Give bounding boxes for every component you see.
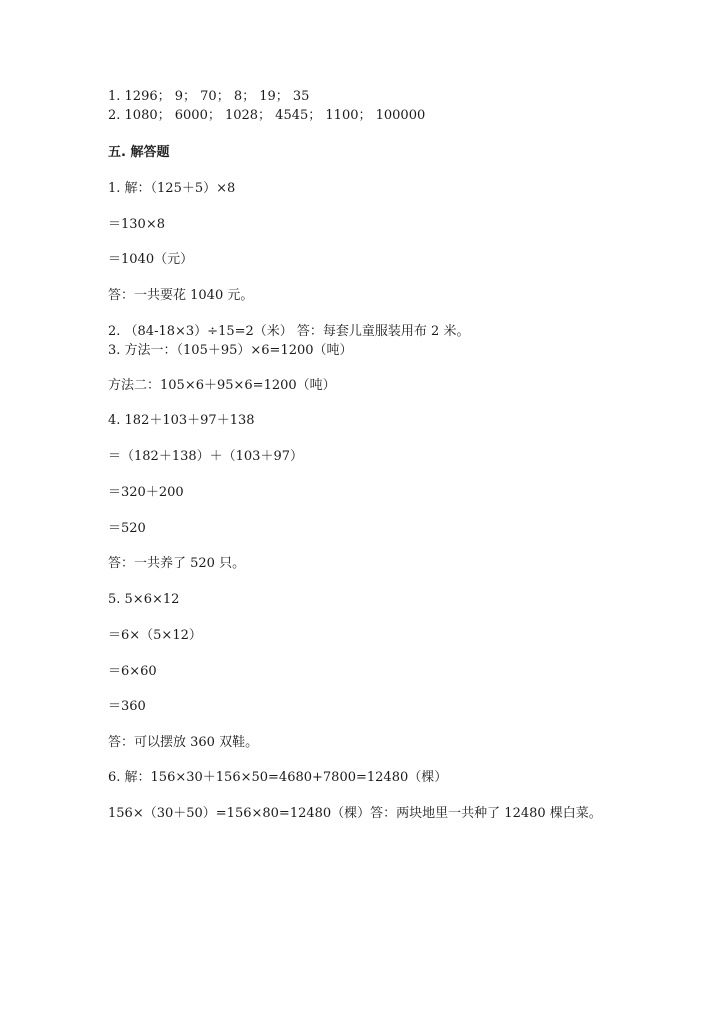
q1-step-2: ＝130×8 [108,217,165,232]
part4-answer-line-1: 1. 1296； 9； 70； 8； 19； 35 [108,89,310,104]
q4-step-3: ＝320＋200 [108,485,184,500]
part4-answer-line-2: 2. 1080； 6000； 1028； 4545； 1100； 100000 [108,108,426,123]
q3-method-1: 3. 方法一：（105＋95）×6=1200（吨） [108,343,353,358]
q2-line: 2. （84-18×3）÷15=2（米） 答：每套儿童服装用布 2 米。 [108,324,470,339]
q6-line-2: 156×（30＋50）=156×80=12480（棵）答：两块地里一共种了 12480 棵白菜。 [108,806,602,821]
q5-step-3: ＝6×60 [108,664,157,679]
q5-answer: 答：可以摆放 360 双鞋。 [108,735,259,750]
q4-answer: 答：一共养了 520 只。 [108,556,246,571]
q5-step-4: ＝360 [108,699,146,714]
q3-method-2: 方法二：105×6＋95×6=1200（吨） [108,378,336,393]
section-heading: 五. 解答题 [108,145,170,160]
q1-step-1: 1. 解：（125＋5）×8 [108,181,236,196]
q1-answer: 答：一共要花 1040 元。 [108,288,254,303]
q5-step-2: ＝6×（5×12） [108,628,202,643]
q6-line-1: 6. 解：156×30＋156×50=4680+7800=12480（棵） [108,770,448,785]
q1-step-3: ＝1040（元） [108,252,194,267]
q5-step-1: 5. 5×6×12 [108,592,180,607]
q4-step-2: ＝（182＋138）＋（103＋97） [108,449,303,464]
q4-step-1: 4. 182＋103＋97＋138 [108,413,255,428]
q4-step-4: ＝520 [108,521,146,536]
